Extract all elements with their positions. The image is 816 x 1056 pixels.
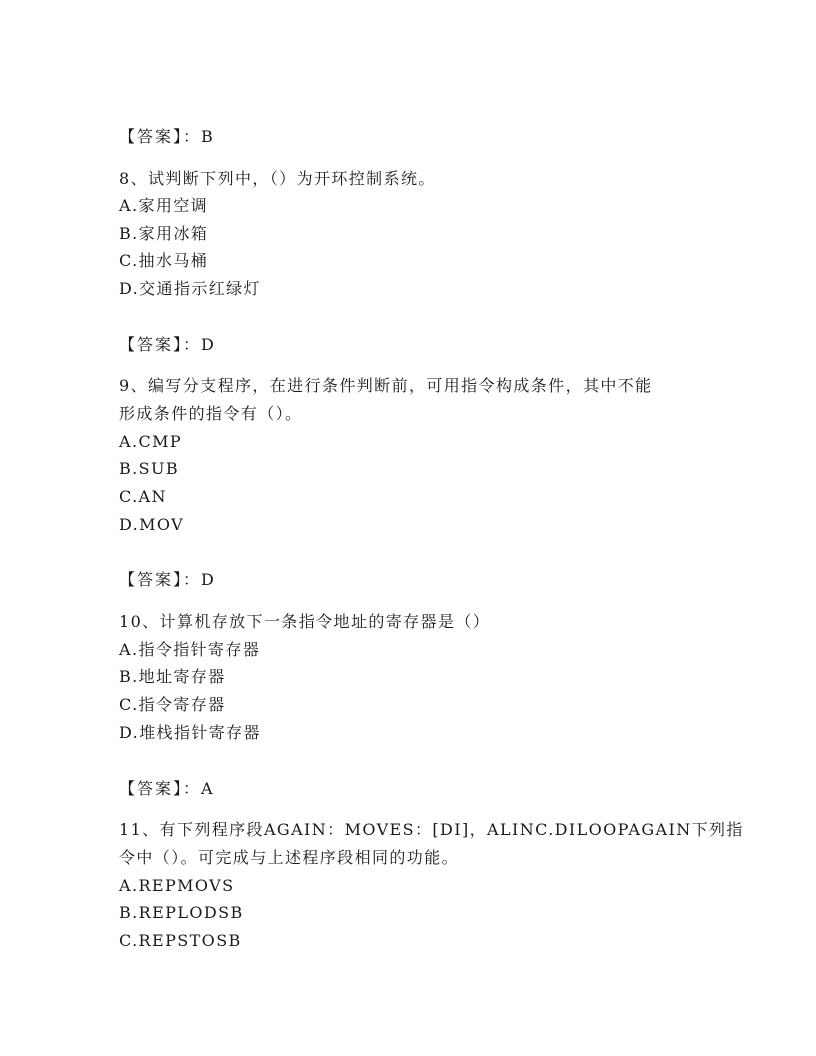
- question-9-stem-line-2: 形成条件的指令有（）。: [119, 404, 303, 423]
- question-11-option-c: C.REPSTOSB: [119, 931, 242, 950]
- question-9-option-d: D.MOV: [119, 515, 185, 534]
- question-8-option-d: D.交通指示红绿灯: [119, 279, 261, 298]
- question-10-stem: 10、计算机存放下一条指令地址的寄存器是（）: [119, 612, 491, 631]
- question-9-option-a: A.CMP: [119, 432, 183, 451]
- answer-q8: 【答案】：D: [119, 335, 216, 354]
- question-10-option-d: D.堆栈指针寄存器: [119, 723, 261, 742]
- question-8-option-b: B.家用冰箱: [119, 224, 209, 243]
- question-11-option-b: B.REPLODSB: [119, 903, 244, 922]
- question-10-option-a: A.指令指针寄存器: [119, 640, 261, 659]
- question-10-option-c: C.指令寄存器: [119, 695, 226, 714]
- question-8-option-a: A.家用空调: [119, 196, 209, 215]
- question-9-stem-line-1: 9、编写分支程序，在进行条件判断前，可用指令构成条件，其中不能: [119, 376, 653, 395]
- question-8-stem: 8、试判断下列中，（）为开环控制系统。: [119, 169, 436, 188]
- answer-q7: 【答案】：B: [119, 127, 215, 146]
- question-9-option-c: C.AN: [119, 487, 167, 506]
- question-10-option-b: B.地址寄存器: [119, 667, 226, 686]
- question-11-stem-line-1: 11、有下列程序段AGAIN：MOVES：[DI]，ALINC.DILOOPAGAIN下列指: [119, 820, 744, 839]
- question-11-option-a: A.REPMOVS: [119, 876, 235, 895]
- question-9-option-b: B.SUB: [119, 459, 180, 478]
- answer-q9: 【答案】：D: [119, 570, 216, 589]
- question-8-option-c: C.抽水马桶: [119, 251, 209, 270]
- answer-q10: 【答案】：A: [119, 779, 215, 798]
- question-11-stem-line-2: 令中（）。可完成与上述程序段相同的功能。: [119, 848, 460, 867]
